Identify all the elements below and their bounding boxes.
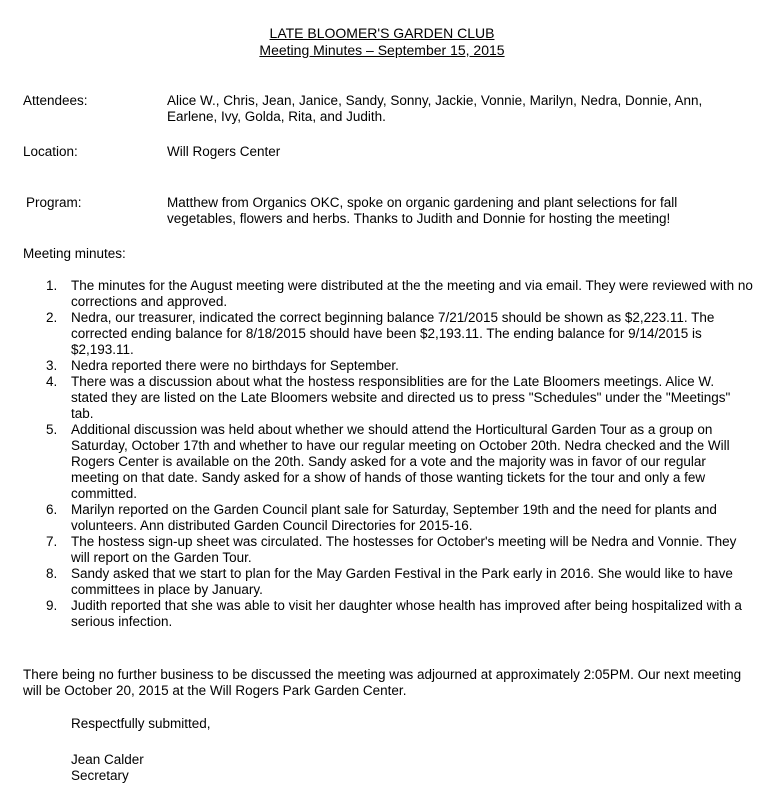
location-value: Will Rogers Center	[167, 144, 281, 159]
adjournment-paragraph: There being no further business to be discussed the meeting was adjourned at approximately 2:05PM. Our next meeting will be October 20, 2015 at the Will Rogers Park Garden Center.	[23, 667, 742, 698]
signoff-valediction: Respectfully submitted,	[71, 716, 211, 731]
item-text: Judith reported that she was able to visit her daughter whose health has improved after being hospitalized with a serious infection.	[71, 598, 742, 629]
minutes-heading: Meeting minutes:	[23, 246, 126, 261]
attendees-label: Attendees:	[23, 93, 88, 108]
minutes-item	[23, 374, 753, 422]
item-number: 3.	[46, 358, 58, 373]
item-text: There was a discussion about what the hostess responsiblities are for the Late Bloomers meetings. Alice W. stated they are listed on the Late Bloomers website and directed us to press "Schedules" under the "Meetings" tab.	[71, 374, 731, 421]
meeting-date-subtitle: Meeting Minutes – September 15, 2015	[259, 42, 505, 58]
item-number: 8.	[46, 566, 58, 581]
minutes-item	[23, 566, 753, 598]
minutes-item	[23, 598, 753, 630]
item-number: 2.	[46, 310, 58, 325]
item-text: The hostess sign-up sheet was circulated. The hostesses for October's meeting will be Nedra and Vonnie. They will report on the Garden Tour.	[71, 534, 737, 565]
program-label: Program:	[26, 195, 82, 210]
item-number: 7.	[46, 534, 58, 549]
item-number: 9.	[46, 598, 58, 613]
item-text: Nedra reported there were no birthdays for September.	[71, 358, 399, 373]
minutes-item	[23, 278, 753, 310]
minutes-item	[23, 310, 753, 358]
item-text: Sandy asked that we start to plan for the May Garden Festival in the Park early in 2016. She would like to have committees in place by January.	[71, 566, 733, 597]
item-text: The minutes for the August meeting were distributed at the the meeting and via email. They were reviewed with no corrections and approved.	[71, 278, 753, 309]
item-number: 6.	[46, 502, 58, 517]
minutes-item	[23, 358, 753, 374]
attendees-list: Alice W., Chris, Jean, Janice, Sandy, Sonny, Jackie, Vonnie, Marilyn, Nedra, Donnie, Ann, Earlene, Ivy, Golda, Rita, and Judith.	[167, 93, 703, 124]
item-number: 1.	[46, 278, 58, 293]
minutes-list	[23, 278, 753, 630]
item-number: 4.	[46, 374, 58, 389]
item-number: 5.	[46, 422, 58, 437]
minutes-item	[23, 422, 753, 502]
club-name-title: LATE BLOOMER'S GARDEN CLUB	[269, 25, 495, 41]
program-description: Matthew from Organics OKC, spoke on organic gardening and plant selections for fall vegetables, flowers and herbs. Thanks to Judith and Donnie for hosting the meeting!	[167, 195, 678, 226]
item-text: Marilyn reported on the Garden Council plant sale for Saturday, September 19th and the need for plants and volunteers. Ann distributed Garden Council Directories for 2015-16.	[71, 502, 717, 533]
minutes-item	[23, 534, 753, 566]
item-text: Additional discussion was held about whether we should attend the Horticultural Garden Tour as a group on Saturday, October 17th and whether to have our regular meeting on October 20th. Nedra checked and the Will Rogers Center is available on the 20th. Sandy asked for a vote and the majority was in favor of our regular meeting on that date. Sandy asked for a show of hands of those wanting tickets for the tour and only a few committed.	[71, 422, 730, 501]
secretary-name: Jean Calder	[71, 752, 144, 767]
secretary-title: Secretary	[71, 768, 129, 783]
minutes-item	[23, 502, 753, 534]
location-label: Location:	[23, 144, 78, 159]
item-text: Nedra, our treasurer, indicated the correct beginning balance 7/21/2015 should be shown as $2,223.11. The corrected ending balance for 8/18/2015 should have been $2,193.11. The ending balance for 9/14/2015 is $2,193.11.	[71, 310, 715, 357]
